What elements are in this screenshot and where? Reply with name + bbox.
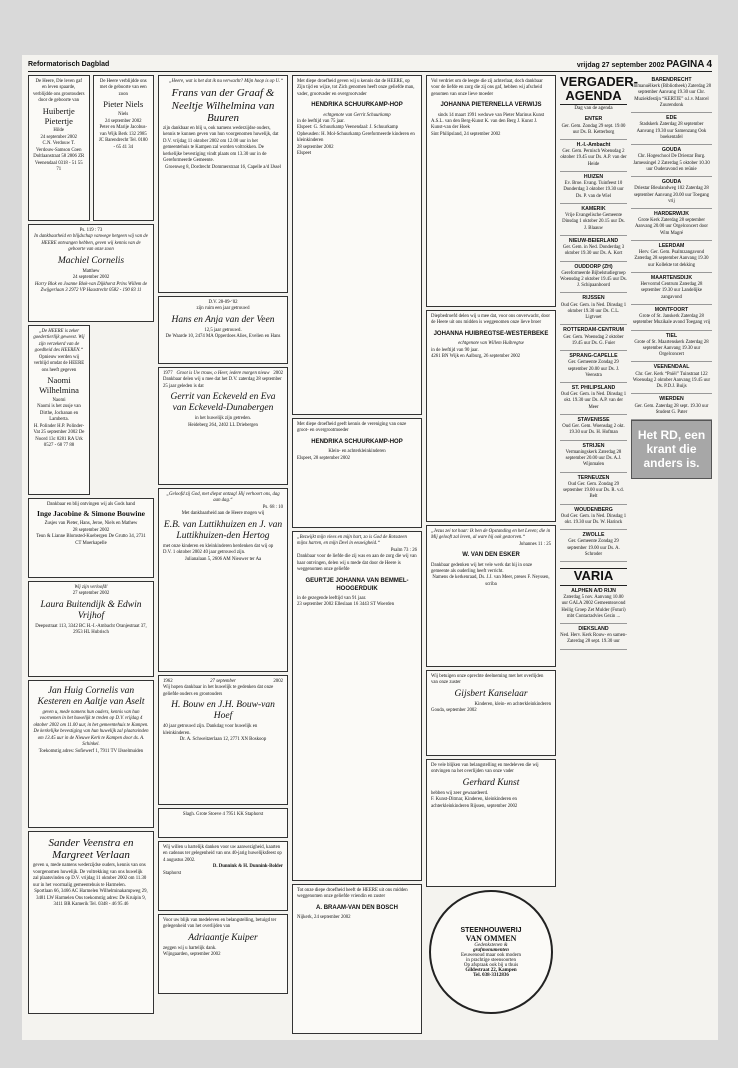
- agenda-entry: KAMERIK Vrije Evangelische Gemeente Dinsdag 1 oktober 20.15 uur Ds. J. Blaauw: [560, 204, 627, 236]
- agenda-entry: WOUDENBERG Oud Ger. Gem. in Ned. Dinsdag 1 okt. 19.30 uur Ds. W. Harinck: [560, 505, 627, 531]
- page-date: vrijdag 27 september 2002 PAGINA 4: [576, 59, 712, 70]
- event-entry: EDE Stadskerk Zaterdag 28 september Aanvang 19.30 uur Samenzang Ook boekentafel: [631, 113, 712, 145]
- anniversary-van-eckeveld: 1977 Groot is Uw trouw, o Heer, iedere morgen nieuw 2002 Dankbaar delen wij u mee dat het D.V. zaterdag 28 september 25 jaar geleden is dat Gerrit van Eckeveld en Eva van Eckeveld-Dunabergen in het huwelijk zijn getreden. Heideberg 264, 2402 LL Driebergen: [158, 367, 288, 485]
- agenda-entry: STRIJEN Vermaningskerk Zaterdag 28 september 20.00 uur Ds. A.J. Wijnmalen: [560, 441, 627, 473]
- agenda-entry: TERNEUZEN Oud Ger. Gem. Zondag 29 september 19.00 uur Ds. R. v.d. Belt: [560, 473, 627, 505]
- obituary-schuurkamp-family: Met diepe droefheid geeft kennis de vereniging van onze groot- en overgrootmoeder HENDRIKA SCHUURKAMP-HOP Klein- en achterkleinkinderen Elspeet, 28 september 2002: [292, 418, 422, 528]
- agenda-entry: ZWOLLE Ger. Gemeente Zondag 29 september 19.00 uur Ds. A. Schroder: [560, 530, 627, 562]
- agenda-entry: SPRANG-CAPELLE Ger. Gemeente Zondag 29 september 20.00 uur Ds. J. Veenstra: [560, 351, 627, 383]
- blank-space: [93, 325, 154, 498]
- agenda-entry: RIJSSEN Oud Ger. Gem. in Ned. Dinsdag 1 oktober 19.30 uur Ds. C.L. Ligtvoet: [560, 293, 627, 325]
- event-entry: TIEL Grote of St. Maartenskerk Zaterdag 28 september Aanvang 19.30 uur Orgelconcert: [631, 331, 712, 363]
- column-3: [292, 75, 422, 1034]
- varia-entry: DIEKSLAND Ned. Herv. Kerk Rouw- en samen- Zaterdag 28 sept. 19.30 uur: [560, 624, 627, 650]
- agenda-title: VERGADER-AGENDA: [560, 75, 627, 105]
- event-list: [631, 75, 712, 420]
- rd-promo: Het RD, een krant die anders is.: [631, 420, 712, 479]
- column-4: [426, 75, 556, 1034]
- varia-list: [560, 586, 627, 650]
- varia-title: VARIA: [560, 568, 627, 586]
- anniversary-van-luttikhuizen: „Geloofd zij God, met diepst ontzag! Hij verhoort ons, dag aan dag.“ Ps. 68 : 10 Met dankbaarheid aan de Heere mogen wij E.B. van Luttikhuizen en J. van Luttikhuizen-den Hertog met onze kinderen en kleinkinderen herdenken dat wij op D.V. 1 oktober 2002 40 jaar getrouwd zijn. Julianalaan 5, 2606 AM Nieuwer ter Aa: [158, 488, 288, 672]
- right-column: [631, 75, 712, 1034]
- paper-name: Reformatorisch Dagblad: [28, 61, 110, 68]
- wedding-notice-van-der-graaf: „Heere, wat is het dat ik nu verwacht? Mijn hoop is op U.“ Frans van der Graaf & Neeltje Wilhelmina van Buuren zijn dankbaar en blij u, ook namens wederzijdse ouders, kennis te kunnen geven van hun voorgenomen huwelijk, dat D.V. vrijdag 11 oktober 2002 om 12.00 uur in het gemeentehuis te Kampen zal worden voltrokken. De kerkelijke bevestiging vindt plaats om 13.30 uur in de Gereformeerde Gemeente. Groenweg 8, Dordrecht Dommerstraat 16, Capelle a/d IJssel: [158, 75, 288, 293]
- thanks-dunnink: Wij willen u hartelijk danken voor uw aanwezigheid, kaarten en cadeaus ter gelegenheid van ons 40-jarig huwelijksfeest op 4 augustus 2002. D. Dunnink & H. Dunnink-Bolder Staphorst: [158, 841, 288, 911]
- steenhouwerij-logo: STEENHOUWERIJ VAN OMMEN Gedenkstenen & grafmonumenten Eeuwenoud maar ook modern in prachtige steensoorten Op afspraak ook bij u thuis Gildestraat 22, Kampen Tel. 038-3312836: [429, 890, 553, 1014]
- event-entry: BARENDRECHT Immanuëlkerk (Bibliotheek) Zaterdag 28 september Aanvang 19.30 uur Chr. Muziekfestijn “KERTJE” o.l.v. Marcel Zuurendonk: [631, 75, 712, 113]
- birth-notice-inge-simone: Dankbaar en blij ontvingen wij als Gods hand Inge Jacobine & Simone Bouwine Zusjes van Pieter, Hans, Jeroe, Niels en Mathew 28 september 2002 Teun & Lianne Blomsted-Kuebergen De Grutto 34, 2731 CT Moerkapelle: [28, 498, 154, 578]
- agenda-entry: ST. PHILIPSLAND Oud Ger. Gem. in Ned. Dinsdag 1 okt. 19.30 uur Ds. A.P. van der Meer: [560, 383, 627, 415]
- condolence-kanselaar: Wij betuigen onze oprechte deelneming met het overlijden van onze zuster Gijsbert Kanselaar Kinderen, klein- en achterkleinkinderen Gouda, september 2002: [426, 670, 556, 756]
- engagement-notice: Wij zijn verloofd! 27 september 2002 Laura Buitendijk & Edwin Vrijhof Deepsstraat 113, 3342 BC H.-I.-Ambacht Oranjestraat 37, 2953 HL Hubrisch: [28, 581, 154, 677]
- agenda-entry: H.-I.-Ambacht Ger. Gem. Pernisch Woensdag 2 oktober 19.45 uur Ds. A.P. van der Heide: [560, 140, 627, 172]
- wedding-notice-veenstra: Sander Veenstra en Margreet Verlaan geven u, mede namens wederzijdse ouders, kennis van ons voorgenomen huwelijk. De voltrekking van ons huwelijk zal plaatsvinden op D.V. vrijdag 11 oktober 2002 om 11.30 uur in het voormalig gemeentehuis te Harmelen. Sportlaan 66, 3466 AC Harmelen Wilhelminakampweg 29, 3481 LW Harmelen Ons toekomstig adres: De Kruipin 9, 3411 BR Kamerik Tel. 0348 - 46 95 46: [28, 831, 154, 1014]
- agenda-list: [560, 114, 627, 562]
- event-entry: MAARTENSDIJK Hervormd Centrum Zaterdag 28 september 19.30 uur Landelijke zangavond: [631, 273, 712, 305]
- anniversary-bouw: 1962 27 september 2002 Wij hopen dankbaar in het huwelijk te gedenken dat onze geliefde ouders en grootouders H. Bouw en J.H. Bouw-van Hoef 40 jaar getrouwd zijn. Dankdag voor huwelijk en kleinkinderen. Dr. A. Schweitzerlaan 12, 2771 XN Boskoop: [158, 675, 288, 805]
- obituary-verwijs: Vol verdriet om de leegte die zij achterlaat, doch dankbaar voor de liefde en zorg die zij ons gaf, hebben wij afscheid genomen van onze lieve moeder JOHANNA PIETERNELLA VERWIJS sinds 14 maart 1991 weduwe van Pieter Marinus Kunst A.S.L. van den Berg-Kunst K. van den Berg J. Kunst J. Kunst-van der Hoek Sint Philipsland, 24 september 2002: [426, 75, 556, 307]
- obituary-braam: Tot onze diepe droefheid heeft de HEERE uit ons midden weggenomen onze geliefde vriendin en zuster A. BRAAM-VAN DEN BOSCH Nijkerk, 24 september 2002: [292, 884, 422, 1034]
- thanks-kuiper: Voor uw blijk van medeleven en belangstelling, betuigd ter gelegenheid van het overlijden van Adriaantje Kuiper zeggen wij u hartelijk dank. Wijngaarden, september 2002: [158, 914, 288, 994]
- column-1: [28, 75, 154, 1034]
- agenda-entry: STAVENISSE Oud Ger. Gem. Woensdag 2 okt. 19.30 uur Ds. H. Hofman: [560, 415, 627, 441]
- obituary-schuurkamp: Met diepe droefheid geven wij u kennis dat de HEERE, op Zijn tijd en wijze, tot Zich genomen heeft onze geliefde man, vader, grootvader en overgrootvader HENDRIKA SCHUURKAMP-HOP echtgenote van Gerrit Schuurkamp in de leeftijd van 75 jaar. Elspeet: G. Schuurkamp Veenendaal: J. Schuurkamp Opheusden: H. Mol-Schuurkamp Gereformeerde kinderen en kleinkinderen 28 september 2002 Elspeet: [292, 75, 422, 415]
- agenda-entry: HUIZEN Ev. Broe. Evang. Tuinfeest 10 Donderdag 3 oktober 19.30 uur Ds. P. van de Wiel: [560, 172, 627, 204]
- column-2: [158, 75, 288, 1034]
- event-entry: GOUDA Driestar Bleulandweg 102 Zaterdag 28 september Aanvang 20.00 uur Toegang vrij: [631, 177, 712, 209]
- event-entry: GOUDA Chr. Hogeschool De Driestar Burg. Jamessingel 2 Zaterdag 5 oktober 10.30 uur Ouderavond en reünie: [631, 145, 712, 177]
- birth-notice-naomi: „De HEERE is zeker goedertierlijk geweest. Wij zijn verzekerd van de goedheid des HEEREN.“ Opnieuw werden wij verblijd omdat de HEERE ons heeft gegeven Naomi Wilhelmina Naomi Naomi is het zusje van Dirthe, Jochanan en Lamberta. H. Polinder H.P. Polinder-Vat 25 september 2002 De Noord 13c 8281 RA Urk 0527 - 68 77 88: [28, 325, 90, 495]
- newspaper-page: [22, 55, 718, 1040]
- obituary-huibregtse: Diepbedroefd delen wij u mee dat, voor ons onverwacht, door de Heere uit ons midden is weggenomen onze lieve broer JOHANNA HUIBREGTSE-WESTERBEKE echtgenote van Willem Huibregtse in de leeftijd van 90 jaar. 4261 BN Wijk en Aalburg, 26 september 2002: [426, 310, 556, 522]
- thanks-kunst: De vele blijken van belangstelling en medeleven die wij ontvingen na het overlijden van onze vader Gerhard Kunst hebben wij zeer gewaardeerd. F. Kunst-Ditmar, Kinderen, kleinkinderen en achterkleinkinderen Rijssen, september 2002: [426, 759, 556, 887]
- event-entry: MONTFOORT Grote of St. Janskerk Zaterdag 28 september Muzikale avond Toegang vrij: [631, 305, 712, 331]
- agenda-entry: OUDDORP (ZH) Gereformeerde Bijbelstudiegroep Woensdag 2 oktober 19.45 uur Ds. J. Schipaanboord: [560, 262, 627, 294]
- varia-entry: ALPHEN A/D RIJN Zaterdag 5 nov. Aanvang 10.00 uur GALA 2002 Gemeenteavond Heilig Groep Zet Mulder (Futuri) mbt Contactadvies Gezin ...: [560, 586, 627, 624]
- agenda-entry: ROTTERDAM-CENTRUM Ger. Gem. Woensdag 2 oktober 19.45 uur Ds. G. Fuier: [560, 325, 627, 351]
- wedding-notice-van-kesteren: Jan Huig Cornelis van Kesteren en Aaltje van Aselt geven u, mede namens hun ouders, kennis van hun voornemen in het huwelijk te treden op D.V. vrijdag 4 oktober 2002 om 11.00 uur, in het gemeentehuis te Kampen. De kerkelijke bevestiging van hun huwelijk zal plaatsvinden om 13.45 uur in de Nieuwe Kerk te Kampen door ds. A. Schinkel. Toekomstig adres: Sofiewerf 1, 7911 TV IJsselmuiden: [28, 680, 154, 828]
- agenda-entry: NIEUW-BEIERLAND Ger. Gem. in Ned. Donderdag 3 oktober 19.30 uur Ds. A. Kort: [560, 236, 627, 262]
- obituary-van-den-esker: „Jezus zei tot haar: Ik ben de Opstanding en het Leven; die in Mij gelooft zal leven, al ware hij ook gestorven.“ Johannes 11 : 25 W. VAN DEN ESKER Dankbaar gedenken wij het vele werk dat hij in onze gemeente als ouderling heeft verricht. Namens de kerkenraad, Ds. J.J. van Meer, preses F. Neyssen, scriba: [426, 525, 556, 667]
- event-entry: VEENENDAAL Chr. Ger. Kerk “Pniël” Tuinstraat 122 Woensdag 2 oktober Aanvang 19.45 uur Ds. P.D.J. Buijs: [631, 362, 712, 394]
- anniversary-van-der-veen: D.V. 28-09-‘02 zijn ruim een jaar getrouwd Hans en Anja van der Veen 12,5 jaar getrouwd. De Waarde 10, 2474 MA Opperdoes Alies, Evelien en Hans: [158, 296, 288, 364]
- birth-notice-pieter: De Heere verblijdde ons met de geboorte van een zoon Pieter Niels Niels 24 september 2002 Peter en Marije Jacobus-van Wijk Berk 132 2985 JC Barendrecht Tel. 0180 - 65 41 34: [93, 75, 155, 221]
- event-entry: WIERDEN Ger. Gem. Zaterdag 28 sept. 19.30 uur Student G. Pater: [631, 394, 712, 420]
- event-entry: LEERDAM Herv. Ger. Gem. Psalmzangavond Zaterdag 28 september Aanvang 19.30 uur Kollekte tot dekking: [631, 241, 712, 273]
- agenda-entry: ENTER Ger. Gem. Zondag 29 sept. 19.00 uur Ds. B. Ketterborg: [560, 114, 627, 140]
- event-entry: HARDERWIJK Grote Kerk Zaterdag 28 september Aanvang 20.00 uur Orgelconcert door Wim Magré: [631, 209, 712, 241]
- vergader-agenda: VERGADER-AGENDA Dag van de agenda ENTER Ger. Gem. Zondag 29 sept. 19.00 uur Ds. B. Ketterborg H.-I.-Ambacht Ger. Gem. Pernisch Woensdag 2 oktober 19.45 uur Ds. A.P. van der Heide HUIZEN Ev. Broe. Evang. Tuinfeest 10 Donderdag 3 oktober 19.30 uur Ds. P. van de Wiel KAMERIK Vrije Evangelische Gemeente Dinsdag 1 oktober 20.15 uur Ds. J. Blaauw NIEUW-BEIERLAND Ger. Gem. in Ned. Donderdag 3 oktober 19.30 uur Ds. A. Kort OUDDORP (ZH) Gereformeerde Bijbelstudiegroep Woensdag 2 oktober 19.45 uur Ds. J. Schipaanboord RIJSSEN Oud Ger. Gem. in Ned. Dinsdag 1 oktober 19.30 uur Ds. C.L. Ligtvoet ROTTERDAM-CENTRUM Ger. Gem. Woensdag 2 oktober 19.45 uur Ds. G. Fuier SPRANG-CAPELLE Ger. Gemeente Zondag 29 september 20.00 uur Ds. J. Veenstra ST. PHILIPSLAND Oud Ger. Gem. in Ned. Dinsdag 1 okt. 19.30 uur Ds. A.P. van der Meer STAVENISSE Oud Ger. Gem. Woensdag 2 okt. 19.30 uur Ds. H. Hofman STRIJEN Vermaningskerk Zaterdag 28 september 20.00 uur Ds. A.J. Wijnmalen TERNEUZEN Oud Ger. Gem. Zondag 29 september 19.00 uur Ds. R. v.d. Belt WOUDENBERG Oud Ger. Gem. in Ned. Dinsdag 1 okt. 19.30 uur Ds. W. Harinck ZWOLLE Ger. Gemeente Zondag 29 september 19.00 uur Ds. A. Schroder VARIA ALPHEN A/D RIJN Zaterdag 5 nov. Aanvang 10.00 uur GALA 2002 Gemeenteavond Heilig Groep Zet Mulder (Futuri) mbt Contactadvies Gezin ... DIEKSLAND Ned. Herv. Kerk Rouw- en samen- Zaterdag 28 sept. 19.30 uur: [560, 75, 627, 1034]
- obituary-van-bemmel: „Bezwijkt mijn vlees en mijn hart, zo is God de Rotssteen mijns harten, en mijn Deel in eeuwigheid.“ Psalm 73 : 26 Dankbaar voor de liefde die zij was en aan de zorg die wij van haar ontvingen, delen wij u mede dat door de Heere is weggenomen onze geliefde GEURTJE JOHANNA VAN BEMMEL-HOOGERDUIK in de gezegende leeftijd van 91 jaar. 23 september 2002 Elleslaan 16 3443 ST Woerden: [292, 531, 422, 881]
- page-header: [28, 59, 712, 72]
- birth-notice-huibertje: De Heere, Die leven gaf en leven spaarde, verblijdde ons grootouders door de geboorte van Huibertje Pietertje Hilde 24 september 2002 C.N. Verdouw T. Verdouw-Samson Coen Doltlaanstraat 58 2806 ZR Veenendaal 0318 - 51 55 71: [28, 75, 90, 221]
- notice-staphorst: Slagh. Grote Stoeve 4 7951 KK Staphorst: [158, 808, 288, 838]
- birth-notice-machiel: Ps. 119 : 73 In dankbaarheid en blijdschap vanwege hetgeen wij van de HEERE ontvangen hebben, geven wij kennis van de geboorte van onze zoon Machiel Cornelis Matthew 24 september 2002 Harry Blok en Joanne Blok-van Dijkhorst Prins Willem de Zwijgerlaan 3 2972 VP Haastrecht 0582 - 190 83 11: [28, 224, 154, 322]
